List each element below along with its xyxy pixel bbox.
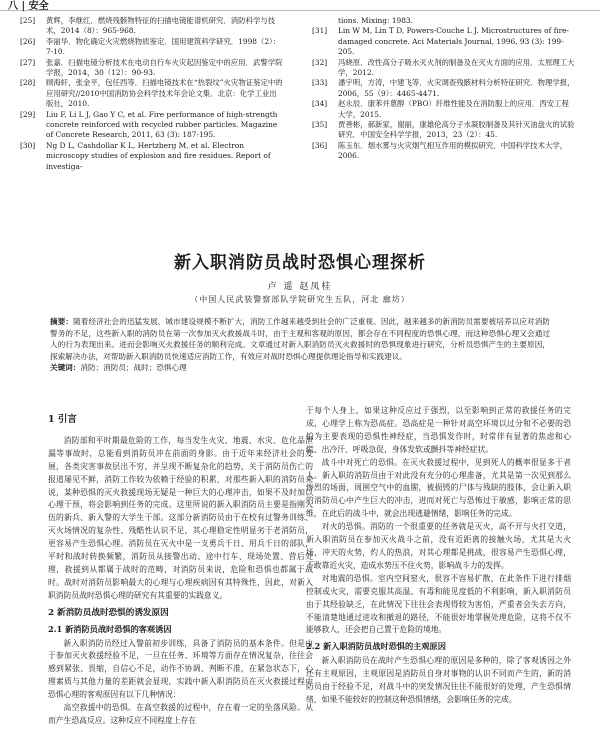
reference-text: 冯晓原．改性高分子吸水灭火剂的制备及在灭火方面的应用．太原理工大学，2012. [338, 57, 575, 78]
reference-list-right [312, 16, 576, 162]
reference-item [312, 141, 576, 162]
body-paragraph: 战斗中对死亡的恐惧。在灭火救援过程中，见到死人的概率很显多于者人。新入职的消防员由于对此没有充分的心理准备，尤其是第一次见到那么惨烈的场面，周围空气中的血腥，被损毁的尸体与残缺的肢体，会让新入职的消防员心中产生巨大的冲击，进而对死亡与恐怖过于敏感，影响正常的思维，在此后的战斗中，就会出现逃避情绪，影响任务的完成。 [306, 457, 571, 519]
reference-item [312, 26, 576, 57]
subsection-heading: 2.1 新消防员战时恐惧的客观诱因 [48, 623, 172, 634]
keywords-text: 消防；消防员；战时；恐惧心理 [80, 363, 187, 373]
reference-item [20, 110, 284, 141]
body-paragraph: 高空救援中的恐惧。在高空救援的过程中，存在着一定的坠落风险。从而产生恐高反应。这种反应不同程度上存在 [48, 703, 313, 725]
reference-number: [29] [20, 109, 36, 119]
reference-number: [34] [312, 99, 328, 109]
reference-item [20, 58, 284, 79]
reference-text: 李丽华．物化确定火灾燃烧物质鉴定．国用建筑科学研究．1998（2）：7-10. [46, 36, 281, 57]
section-heading: 1 引言 [48, 414, 77, 425]
article-title: 新入职消防员战时恐惧心理探析 [174, 253, 426, 273]
body-paragraph: 新入职消防员经过入警前初步训练，具备了消防员的基本条件。但是由于参加灭火救援经验不足，一旦在任务、环境等方面存在情况复杂，往往会感到紧张、畏缩，自信心不足，动作不协调、判断不准，在紧急状态下，心理素质与其他力量的差距就会显现，实践中新入职消防员在灭火救援过程中恐惧心理的客观原因有以下几种情况： [48, 638, 313, 700]
body-paragraph: 对地震的恐惧。室内空间窒火，很容不容易扩散，在此条件下进行排烟控制或火灾，需要克服其高温、有毒和能见度低的不利影响，新入职消防员由于其经验缺乏，在此情况下往往会表现得较为害怕，严重者会失去方向，不能清楚地通过进攻和撤退的路径，不能很好地掌握处理危险，这将不仅不能够救人，还会把自己置于危险的境地。 [306, 573, 571, 635]
reference-item [312, 99, 576, 120]
abstract-text: 随着经济社会的迅猛发展，城市建设规模不断扩大，消防工作越来越受到社会的广泛重视。因此，越来越多的新消防员需要被培养以应对消防警务的不足，这些新入职的消防员在第一次参加灭火救援战斗时，由于主观和客观的原因，都会存在不同程度的恐惧心理，而这种恐惧心理又会通过人的行为表现出来。进而会影响灭火救援任务的顺利完成。文章通过对新入职消防员灭火救援时的恐惧现象进行研究，分析员恐惧产生的主要原因，探索解决办法，对帮助新入职消防员快速适应消防工作，有效应对战时恐惧心理提供理论指导和实践建议。 [50, 317, 551, 361]
reference-text: 贾善彬，郝新家，谢丽，康雄伦高分子水凝胶制备及其针灭油盘火的试验研究．中国安全科学学报，2013，23（2）：45. [338, 120, 575, 140]
reference-list-left [20, 16, 284, 172]
journal-fragment: 八 | 安全 [8, 1, 49, 12]
body-paragraph: 新入职消防员在战时产生恐惧心理的原因是多种的，除了客观诱因之外还有主观原因，主观原因是消防员自身对事物的认识不同而产生的，新的消防员由于经验不足，对战斗中的突发情况往往不能很好的处理，产生恐惧情绪，如果不能较好的控制这种恐惧情绪，会影响任务的完成。 [306, 656, 571, 704]
running-header [0, 0, 600, 11]
body-paragraph: 对火的恐惧。消防的一个很重要的任务就是灭火，高不开与火打交道，新入职消防员在参加灭火战斗之前，没有近距离的接触火场，尤其是大火场，冲天的火势，灼人的热浪，对其心理都是挑战，很容易产生恐惧心理，不敢靠近火灾，造成水势压不住火势，影响战斗力的发挥。 [306, 522, 571, 570]
reference-text: 黄辉，李继红．燃烧残骸物特征的扫描电镜能谱机研究．消防科学与技术，2014（8）：965-968. [46, 16, 276, 36]
reference-text: 陈玉东．烟水雾与火灾烟气相互作用的模拟研究．中国科学技术大学，2006. [338, 140, 568, 161]
reference-item [20, 16, 284, 37]
reference-number: [30] [20, 140, 36, 150]
reference-text: Ng D L, Cashdollar K L, Hertzberg M, et al. Electron microscopy studies of explosion and fire residues. Report of investiga- [46, 140, 271, 171]
reference-item [312, 16, 576, 26]
body-column-left [48, 408, 313, 728]
reference-text: Lin W M, Lin T D, Powers-Couche L J. Microstructures of fire-damaged concrete. Aci Materials Journal, 1996, 93 (3): 199-205. [338, 26, 569, 57]
section-heading: 2 新消防员战时恐惧的诱发原因 [48, 607, 169, 618]
subsection-heading: 2.2 新入职消防员战时恐惧的主观原因 [306, 641, 446, 652]
abstract-label: 摘要： [50, 317, 74, 326]
reference-text: 潘宇明，方涛，中建飞等．火灾调查残骸材料分析特征研究．物理学报，2006，55（9）：4465-4471. [338, 78, 575, 98]
reference-number: [28] [20, 78, 36, 88]
keywords-label: 关键词： [50, 363, 81, 373]
reference-number: [26] [20, 36, 36, 46]
reference-text: 顾海轩，张金平，包任西等．扫描电镜技术在“热裂纹”火灾物证鉴定中的应用研究//2010中国消防协会科学技术年会论文集．北京：化学工业出版社，2010. [46, 78, 283, 109]
reference-number: [33] [312, 78, 328, 88]
body-paragraph: 于每个人身上，如果这种反应过于强烈，以至影响到正常的救援任务的完成，心理学上称为恐高症。恐高症是一种针对高空环境以过分和不必要的恐怕为主要表现的恐惧性神经症，当恐惧发作时，时常伴有显著的焦虑和心慌、出冷汗、呼吸急促，身体发软或颤抖等神经症状。 [306, 406, 571, 454]
body-paragraph: 消防部和平时期最危险的工作，每当发生火灾、地震、水灾、危化品泄漏等事故时，总能看到消防员冲在前面的身影。由于近年来经济社会的发展，各类灾害事故层出不穷，并呈现不断复杂化的趋势，关于消防员伤亡的报道屡见不鲜，消防工作较为依赖于经验的积累，对那些新入职的消防员来说，某种恐惧的灭火救援现场无疑是一种巨大的心理冲击，如果不及时加以心理干预，将会影响到任务的完成。这里所说的新入职消防员主要是指刚入伍的新兵、新入警的大学生干部。这部分新消防员由于在校有过警务训练、灭火场情况的复杂性、残酷性认识不足，其心理稳定性明显劣于老消防员，更容易产生恐惧心理。消防员在灭火中是一支勇兵千日、用兵千日的部队，平时和战时转换频繁，消防员从接警出动、途中行车、现场处置、营后处理，救援到从都属于战时的范畴，对消防员来说，危险和恐惧也都属于战时。战时对消防员影响最大的心理与心理疾病因有其特殊性，因此，对新入职消防员战时恐惧心理的研究有其重要的实践意义。 [48, 435, 313, 600]
reference-number: [32] [312, 57, 328, 67]
reference-number [312, 16, 338, 26]
article-affiliation: （中国人民武装警察部队学院研究生五队，河北 廊坊） [190, 295, 410, 304]
reference-item [20, 78, 284, 109]
reference-item [312, 78, 576, 99]
reference-number: [27] [20, 57, 36, 67]
reference-item [20, 141, 284, 172]
reference-text: 张嘉．扫描电镜分析技术在电动自行车火灾起因鉴定中的应用．武警学院学报，2014，30（12）：90-93. [46, 57, 283, 78]
article-authors: 卢 遥 赵凤桂 [267, 282, 333, 292]
reference-text: Liu F, Li L J, Gao Y C, et al. Fire performance of high-strength concrete reinforced with recycled rubber particles. Magazine of Concrete Research, 2011, 63 (3): 187-195. [46, 109, 278, 140]
reference-item [312, 58, 576, 79]
abstract-block [50, 316, 550, 374]
reference-item [312, 120, 576, 141]
reference-number: [36] [312, 140, 328, 150]
reference-text: tions. Mixing: 1983. [338, 16, 413, 25]
reference-number: [35] [312, 120, 328, 130]
reference-number: [31] [312, 26, 328, 36]
body-column-right [306, 405, 571, 707]
reference-number: [25] [20, 16, 36, 25]
reference-item [20, 37, 284, 58]
reference-text: 赵永辰．康苯并蒽醇（PBO）纤维性能及在消防服上的应用．西安工程大学，2015. [338, 99, 569, 119]
